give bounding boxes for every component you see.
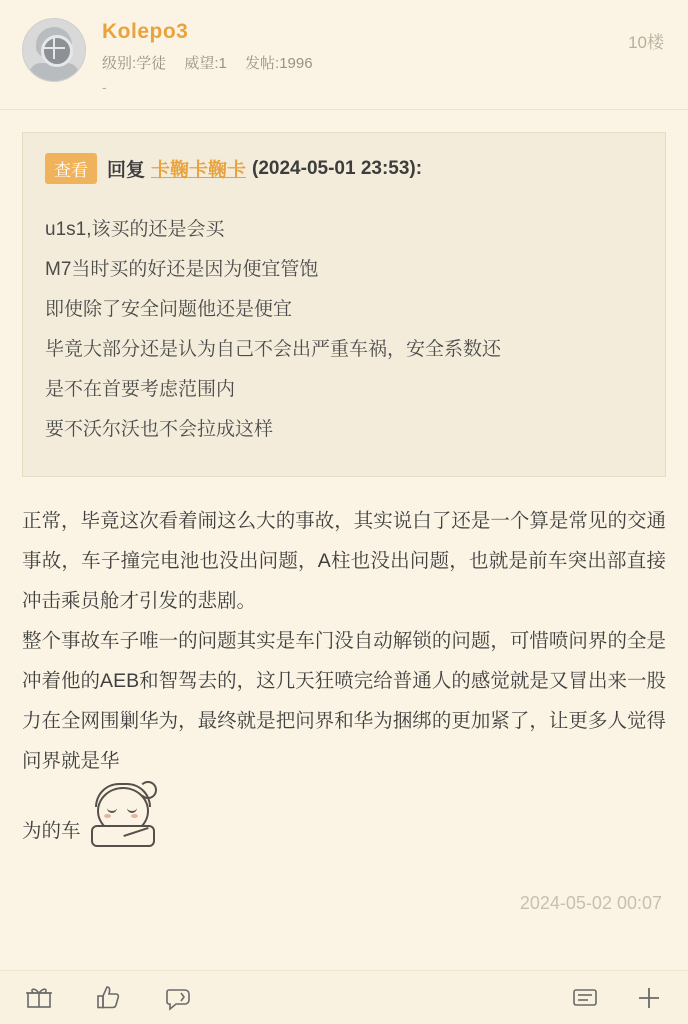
sticker-blush-right — [131, 814, 138, 818]
username[interactable]: Kolepo3 — [102, 20, 189, 43]
quote-block[interactable] — [22, 132, 666, 477]
quote-header — [45, 153, 643, 184]
user-prestige: 威望:1 — [184, 55, 227, 72]
post-header-text — [102, 18, 327, 95]
avatar-cross-horizontal — [43, 47, 65, 49]
user-meta — [102, 52, 327, 73]
quote-line: 要不沃尔沃也不会拉成这样 — [45, 419, 274, 440]
view-button[interactable]: 查看 — [45, 153, 97, 184]
comment-icon[interactable] — [570, 983, 600, 1013]
toolbar-right-group — [570, 983, 664, 1013]
bottom-toolbar — [0, 970, 688, 1024]
gift-icon[interactable] — [24, 983, 54, 1013]
quote-date: (2024-05-01 23:53): — [252, 157, 423, 179]
reply-arrow-icon[interactable] — [164, 983, 194, 1013]
quote-line: u1s1,该买的还是会买 — [45, 219, 225, 240]
quote-line: M7当时买的好还是因为便宜管饱 — [45, 259, 319, 280]
quote-line: 毕竟大部分还是认为自己不会出严重车祸，安全系数还 — [45, 339, 502, 360]
post-timestamp: 2024-05-02 00:07 — [519, 893, 662, 913]
post-body-paragraph-3 — [22, 781, 666, 851]
reply-label: 回复 — [107, 160, 146, 181]
sticker-ahoge — [139, 781, 157, 799]
quote-line: 是不在首要考虑范围内 — [45, 379, 236, 400]
avatar-visor — [41, 35, 73, 67]
avatar[interactable] — [22, 18, 86, 82]
quote-line: 即使除了安全问题他还是便宜 — [45, 299, 293, 320]
header-divider — [0, 109, 688, 110]
sticker-blush-left — [104, 814, 111, 818]
quoted-username[interactable]: 卡鞠卡鞠卡 — [151, 160, 247, 181]
thumbs-up-icon[interactable] — [94, 983, 124, 1013]
quote-body — [45, 210, 643, 450]
user-signature: - — [102, 79, 107, 95]
post-body-paragraph-1: 正常，毕竟这次看着闹这么大的事故，其实说白了还是一个算是常见的交通事故，车子撞完电池也没出问题，A柱也没出问题，也就是前车突出部直接冲击乘员舱才引发的悲剧。 — [22, 510, 666, 612]
post-header — [0, 0, 688, 105]
floor-number: 10楼 — [628, 33, 664, 52]
plus-icon[interactable] — [634, 983, 664, 1013]
post-body-paragraph-2: 整个事故车子唯一的问题其实是车门没自动解锁的问题，可惜喷问界的全是冲着他的AEB和智驾去的，这几天狂喷完给普通人的感觉就是又冒出来一股力在全网围剿华为，最终就是把问界和华为捆绑的更加紧了，让更多人觉得问界就是华 — [22, 630, 666, 772]
toolbar-left-group — [24, 983, 194, 1013]
anime-girl-writing-sticker-icon — [83, 781, 167, 851]
user-level: 级别:学徒 — [102, 55, 167, 72]
post-body-tail-text: 为的车 — [22, 820, 81, 842]
user-posts: 发帖:1996 — [245, 55, 313, 72]
